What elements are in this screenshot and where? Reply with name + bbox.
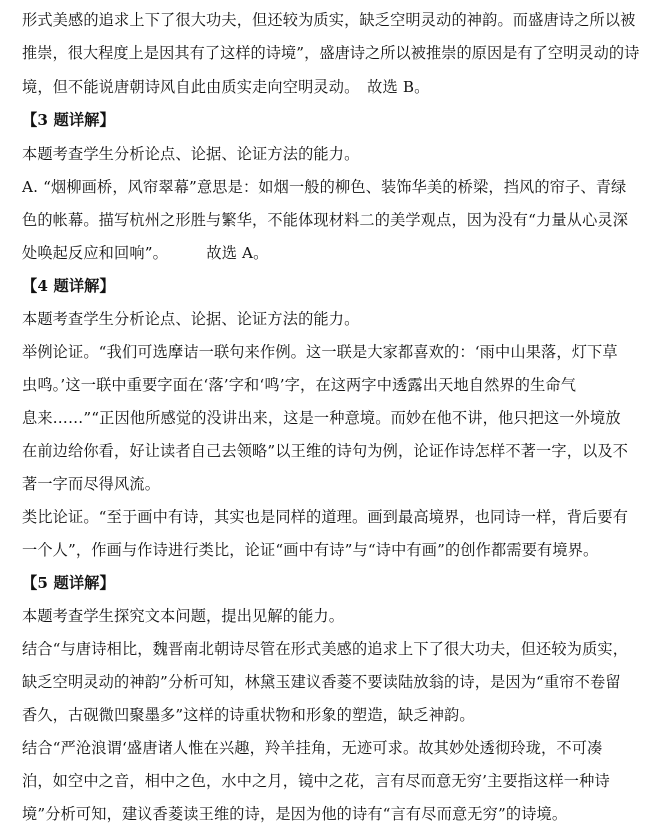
text-line: 境”分析可知，建议香菱读王维的诗，是因为他的诗有“言有尽而意无穷”的诗境。 bbox=[22, 805, 568, 823]
text-line: 虫鸣。’这一联中重要字面在‘落’字和‘鸣’字，在这两字中透露出天地自然界的生命气 bbox=[22, 376, 577, 394]
text-line: 推崇，很大程度上是因其有了这样的诗境”，盛唐诗之所以被推崇的原因是有了空明灵动的诗 bbox=[22, 44, 640, 62]
text-line: 缺乏空明灵动的神韵”分析可知，林黛玉建议香菱不要读陆放翁的诗，是因为“重帘不卷留 bbox=[22, 673, 621, 691]
text-line: 境，但不能说唐朝诗风自此由质实走向空明灵动。 故选 B。 bbox=[22, 78, 430, 96]
text-line: 息来……”“正因他所感觉的没讲出来，这是一种意境。而妙在他不讲，他只把这一外境放 bbox=[22, 409, 621, 427]
section-heading-3: 【3 题详解】 bbox=[22, 111, 115, 129]
section-heading-5: 【5 题详解】 bbox=[22, 574, 115, 592]
text-line: 结合“严沧浪谓‘盛唐诸人惟在兴趣，羚羊挂角，无迹可求。故其妙处透彻玲珑，不可凑 bbox=[22, 739, 603, 757]
text-line: 形式美感的追求上下了很大功夫，但还较为质实，缺乏空明灵动的神韵。而盛唐诗之所以被 bbox=[22, 11, 636, 29]
text-line: 泊，如空中之音，相中之色，水中之月，镜中之花，言有尽而意无穷’主要指这样一种诗 bbox=[22, 772, 610, 790]
text-line: 本题考查学生分析论点、论据、论证方法的能力。 bbox=[22, 145, 360, 163]
text-line: 著一字而尽得风流。 bbox=[22, 475, 161, 493]
text-line: 类比论证。“至于画中有诗，其实也是同样的道理。画到最高境界，也同诗一样，背后要有 bbox=[22, 508, 629, 526]
text-line: 色的帐幕。描写杭州之形胜与繁华，不能体现材料二的美学观点，因为没有“力量从心灵深 bbox=[22, 211, 629, 229]
section-heading-4: 【4 题详解】 bbox=[22, 277, 115, 295]
text-line: 在前边给你看，好让读者自己去领略”以王维的诗句为例，论证作诗怎样不著一字，以及不 bbox=[22, 442, 629, 460]
text-line: 一个人”，作画与作诗进行类比，论证“画中有诗”与“诗中有画”的创作都需要有境界。 bbox=[22, 541, 599, 559]
text-line: 举例论证。“我们可选摩诘一联句来作例。这一联是大家都喜欢的：‘雨中山果落，灯下草 bbox=[22, 343, 618, 361]
text-line: A. “烟柳画桥，风帘翠幕”意思是：如烟一般的柳色、装饰华美的桥梁，挡风的帘子、青绿 bbox=[22, 178, 627, 196]
text-line: 香久，古砚微凹聚墨多”这样的诗重状物和形象的塑造，缺乏神韵。 bbox=[22, 706, 475, 724]
text-line: 本题考查学生分析论点、论据、论证方法的能力。 bbox=[22, 310, 360, 328]
text-line: 结合“与唐诗相比，魏晋南北朝诗尽管在形式美感的追求上下了很大功夫，但还较为质实， bbox=[22, 640, 629, 658]
text-line: 本题考查学生探究文本问题，提出见解的能力。 bbox=[22, 607, 345, 625]
text-line: 处唤起反应和回响”。 故选 A。 bbox=[22, 244, 269, 262]
